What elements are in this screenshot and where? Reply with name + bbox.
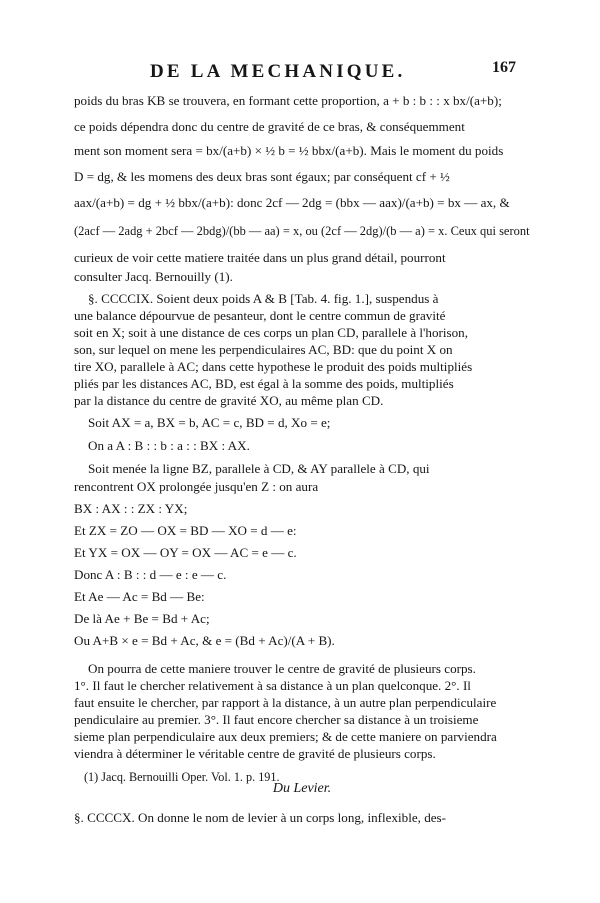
text-line: Donc A : B : : d — e : e — c.: [74, 567, 227, 582]
page-header: [0, 57, 600, 87]
text-line: faut ensuite le chercher, par rapport à la distance, à un autre plan perpendiculaire: [74, 695, 497, 710]
text-line: On a A : B : : b : a : : BX : AX.: [88, 438, 250, 453]
text-line: soit en X; soit à une distance de ces corps un plan CD, parallele à l'horison,: [74, 325, 468, 340]
text-line: pendiculaire au premier. 3°. Il faut encore chercher sa distance à un troisieme: [74, 712, 479, 727]
page-number: 167: [492, 59, 516, 76]
text-line: Soit menée la ligne BZ, parallele à CD, & AY parallele à CD, qui: [88, 461, 430, 476]
text-line: §. CCCCIX. Soient deux poids A & B [Tab. 4. fig. 1.], suspendus à: [88, 291, 439, 306]
text-line: viendra à déterminer le véritable centre de gravité de plusieurs corps.: [74, 746, 436, 761]
text-line: BX : AX : : ZX : YX;: [74, 501, 188, 516]
text-line: une balance dépourvue de pesanteur, dont le centre commun de gravité: [74, 308, 446, 323]
text-line: sieme plan perpendiculaire aux deux premiers; & de cette maniere on parviendra: [74, 729, 497, 744]
text-line: On pourra de cette maniere trouver le centre de gravité de plusieurs corps.: [88, 661, 476, 676]
text-line: 1°. Il faut le chercher relativement à sa distance à un plan quelconque. 2°. Il: [74, 678, 471, 693]
text-line: pliés par les distances AC, BD, est égal à la somme des poids, multipliés: [74, 376, 454, 391]
text-line: ce poids dépendra donc du centre de gravité de ce bras, & conséquemment: [74, 119, 465, 134]
text-line: Et Ae — Ac = Bd — Be:: [74, 589, 205, 604]
text-line: Soit AX = a, BX = b, AC = c, BD = d, Xo = e;: [88, 415, 331, 430]
text-line: par la distance du centre de gravité XO, au même plan CD.: [74, 393, 384, 408]
text-line: De là Ae + Be = Bd + Ac;: [74, 611, 210, 626]
text-line: Et YX = OX — OY = OX — AC = e — c.: [74, 545, 297, 560]
text-line: (2acf — 2adg + 2bcf — 2bdg)/(bb — aa) = x, ou (2cf — 2dg)/(b — a) = x. Ceux qui seront: [74, 223, 530, 238]
text-line: tire XO, parallele à AC; dans cette hypothese le produit des poids multipliés: [74, 359, 473, 374]
text-line: ment son moment sera = bx/(a+b) × ½ b = ½ bbx/(a+b). Mais le moment du poids: [74, 143, 504, 158]
text-line: D = dg, & les momens des deux bras sont égaux; par conséquent cf + ½: [74, 169, 450, 184]
text-line: Ou A+B × e = Bd + Ac, & e = (Bd + Ac)/(A + B).: [74, 633, 335, 648]
footnote: (1) Jacq. Bernouilli Oper. Vol. 1. p. 191.: [84, 770, 280, 784]
text-line: consulter Jacq. Bernouilly (1).: [74, 269, 233, 284]
text-line: Et ZX = ZO — OX = BD — XO = d — e:: [74, 523, 297, 538]
text-line: poids du bras KB se trouvera, en formant cette proportion, a + b : b : : x bx/(a+b);: [74, 93, 502, 108]
text-line: son, sur lequel on mene les perpendiculaires AC, BD: que du point X on: [74, 342, 453, 357]
text-line: aax/(a+b) = dg + ½ bbx/(a+b): donc 2cf — 2dg = (bbx — aax)/(a+b) = bx — ax, &: [74, 195, 510, 210]
text-line: curieux de voir cette matiere traitée dans un plus grand détail, pourront: [74, 250, 446, 265]
text-line: rencontrent OX prolongée jusqu'en Z : on aura: [74, 479, 319, 494]
running-title: DE LA MECHANIQUE.: [150, 61, 406, 82]
section-heading: Du Levier.: [272, 781, 332, 796]
text-line: §. CCCCX. On donne le nom de levier à un corps long, inflexible, des-: [74, 810, 447, 825]
